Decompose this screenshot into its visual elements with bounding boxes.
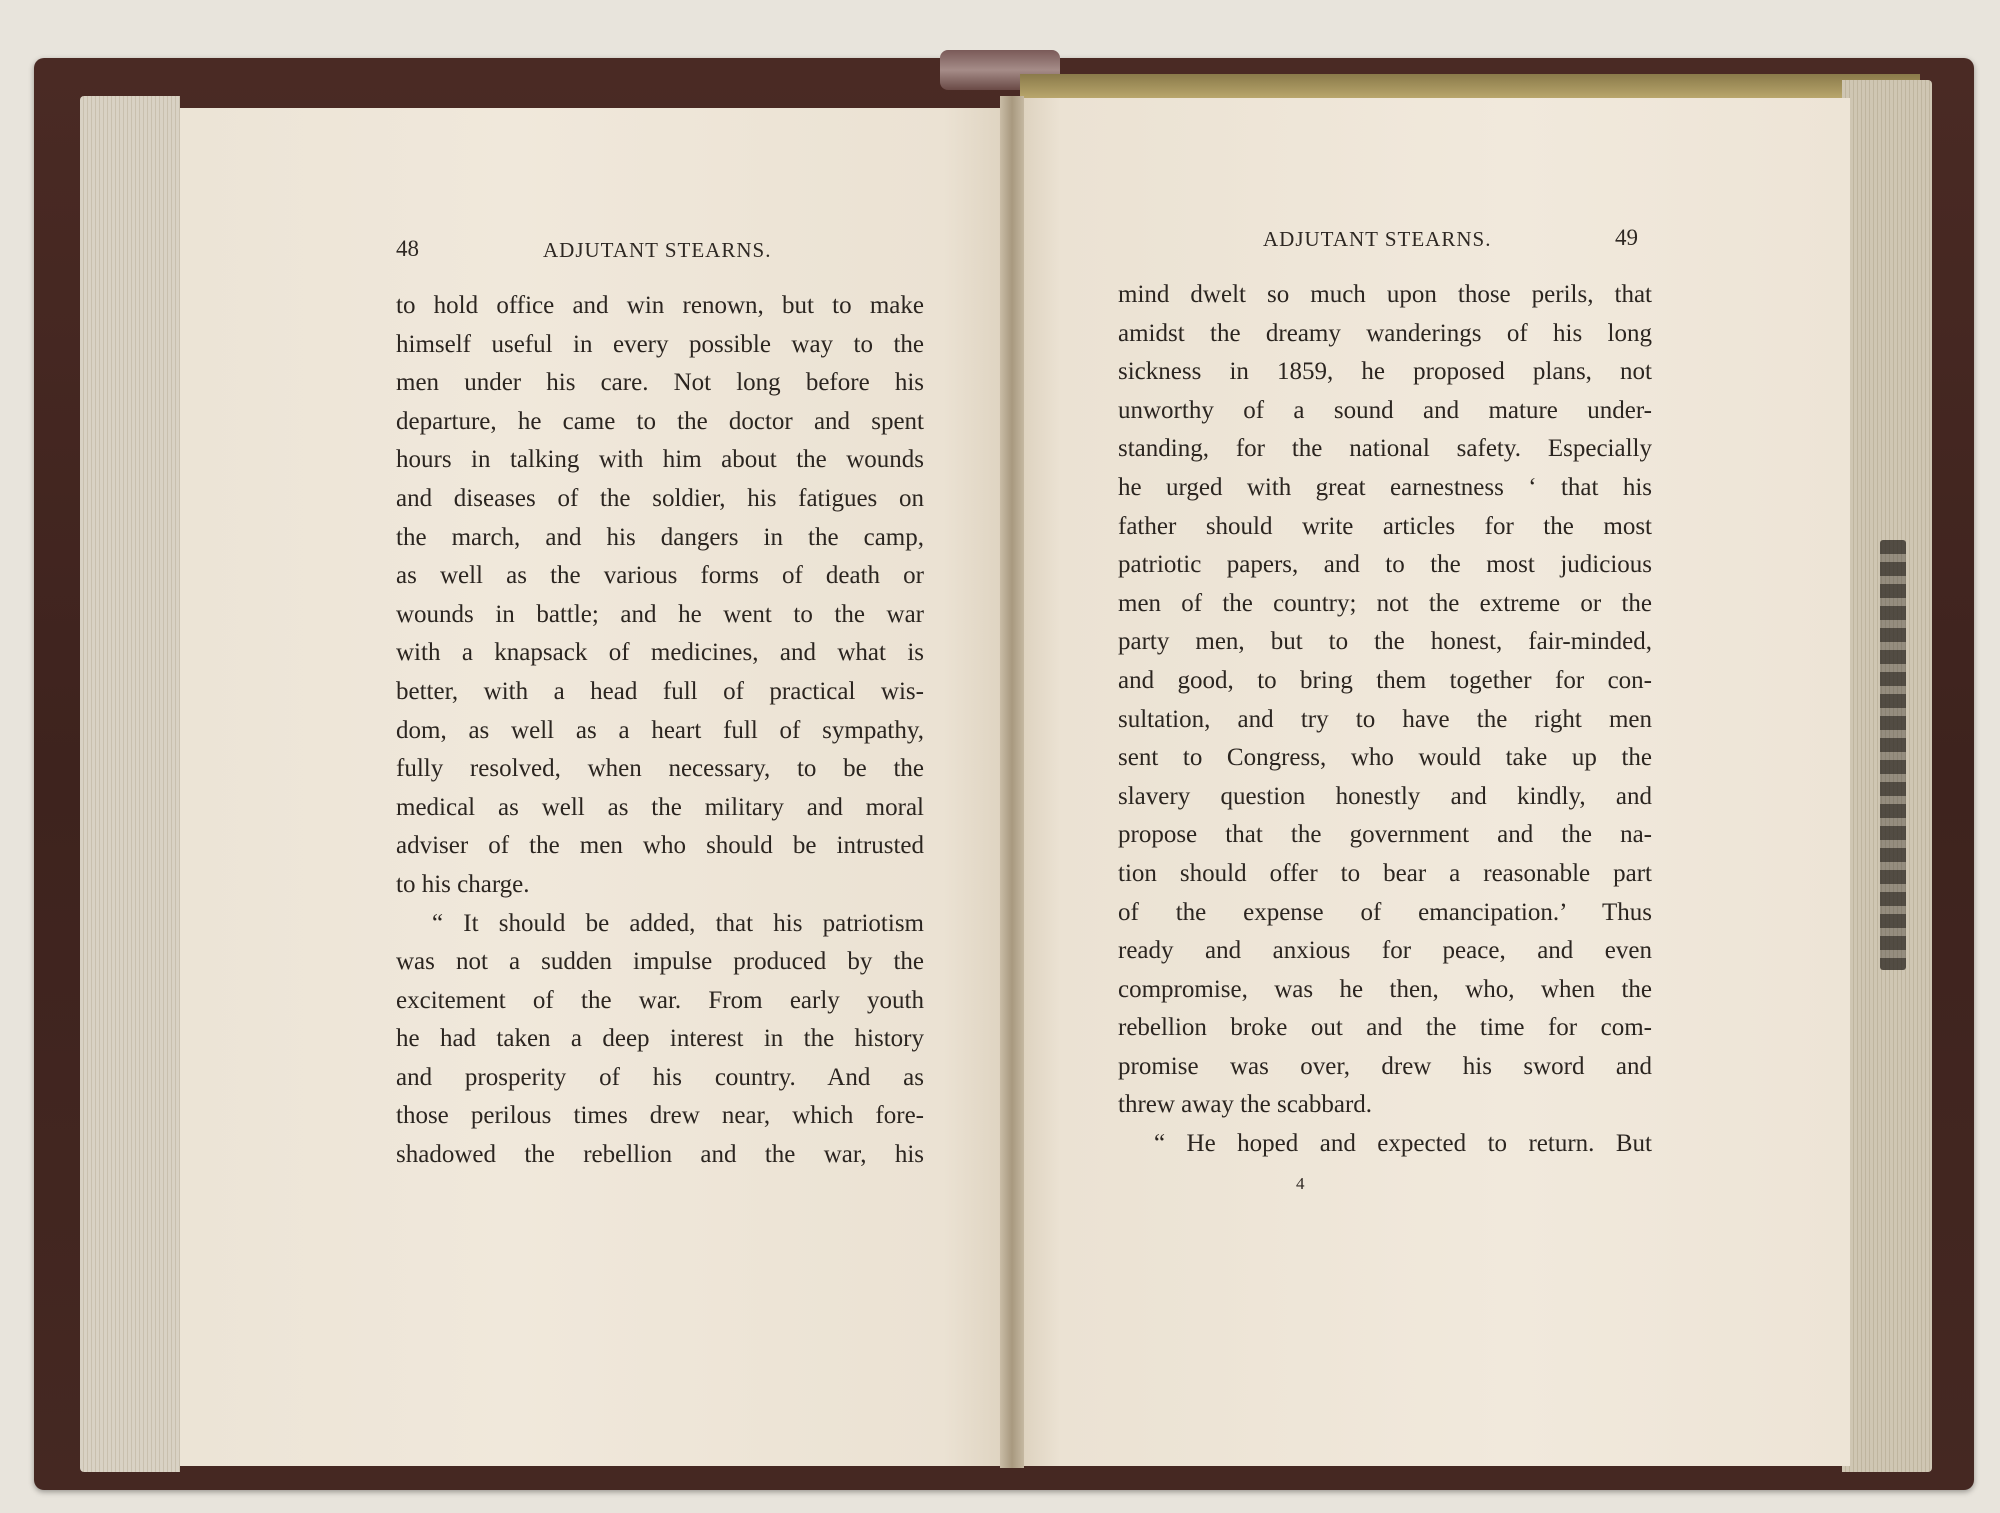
text-line: tion should offer to bear a reasonable part <box>1118 859 1652 887</box>
text-line: patriotic papers, and to the most judicious <box>1118 551 1652 579</box>
text-line: propose that the government and the na- <box>1118 821 1652 849</box>
text-line: promise was over, drew his sword and <box>1118 1052 1652 1080</box>
text-line: excitement of the war. From early youth <box>396 986 924 1014</box>
text-line: sickness in 1859, he proposed plans, not <box>1118 358 1652 386</box>
gilt-top-edge <box>1020 74 1920 98</box>
signature-mark: 4 <box>1296 1174 1305 1193</box>
text-line: medical as well as the military and moral <box>396 793 924 821</box>
text-line: threw away the scabbard. <box>1118 1091 1373 1119</box>
text-line: and prosperity of his country. And as <box>396 1063 924 1091</box>
text-line: rebellion broke out and the time for com- <box>1118 1014 1652 1042</box>
text-line: men of the country; not the extreme or the <box>1118 589 1652 617</box>
book-gutter <box>1000 96 1024 1468</box>
text-line: he had taken a deep interest in the history <box>396 1025 924 1053</box>
text-line: wounds in battle; and he went to the war <box>396 600 924 628</box>
text-line: fully resolved, when necessary, to be the <box>396 755 924 783</box>
text-line: those perilous times drew near, which fore- <box>396 1102 924 1130</box>
text-line: ready and anxious for peace, and even <box>1118 937 1652 965</box>
text-line: sent to Congress, who would take up the <box>1118 744 1652 772</box>
text-line: and good, to bring them together for con- <box>1118 666 1652 694</box>
left-running-head: ADJUTANT STEARNS. <box>543 238 772 262</box>
page-block-edge-left <box>80 96 180 1472</box>
text-line: to hold office and win renown, but to make <box>396 292 924 319</box>
right-running-head: ADJUTANT STEARNS. <box>1263 227 1492 251</box>
text-line: shadowed the rebellion and the war, his <box>396 1141 924 1169</box>
text-line: adviser of the men who should be intrusted <box>396 832 924 860</box>
text-line: slavery question honestly and kindly, and <box>1118 782 1652 810</box>
text-line: “ It should be added, that his patriotism <box>432 909 924 937</box>
text-line: departure, he came to the doctor and spent <box>396 407 924 435</box>
text-line: better, with a head full of practical wis- <box>396 677 924 705</box>
text-line: was not a sudden impulse produced by the <box>396 948 924 976</box>
text-line: to his charge. <box>396 870 530 898</box>
text-line: mind dwelt so much upon those perils, that <box>1118 281 1652 308</box>
text-line: unworthy of a sound and mature under- <box>1118 396 1652 424</box>
text-line: standing, for the national safety. Especially <box>1118 435 1652 463</box>
text-line: as well as the various forms of death or <box>396 562 924 590</box>
library-stamp-mark <box>1880 540 1906 970</box>
text-line: compromise, was he then, who, when the <box>1118 975 1652 1003</box>
text-line: men under his care. Not long before his <box>396 369 924 397</box>
text-line: hours in talking with him about the wounds <box>396 446 924 474</box>
text-line: the march, and his dangers in the camp, <box>396 523 924 551</box>
text-line: and diseases of the soldier, his fatigues on <box>396 484 924 512</box>
text-line: sultation, and try to have the right men <box>1118 705 1652 733</box>
right-page-number: 49 <box>1615 225 1638 250</box>
right-page-body <box>1118 276 1652 1164</box>
left-page-body <box>396 287 924 1175</box>
text-line: party men, but to the honest, fair-minded, <box>1118 628 1652 656</box>
text-line: father should write articles for the most <box>1118 512 1652 540</box>
left-page-number: 48 <box>396 236 419 261</box>
text-line: of the expense of emancipation.’ Thus <box>1118 898 1652 926</box>
text-line: with a knapsack of medicines, and what is <box>396 639 924 667</box>
text-line: amidst the dreamy wanderings of his long <box>1118 319 1652 347</box>
text-line: “ He hoped and expected to return. But <box>1154 1130 1652 1158</box>
text-line: he urged with great earnestness ‘ that his <box>1118 473 1652 501</box>
text-line: dom, as well as a heart full of sympathy, <box>396 716 924 744</box>
text-line: himself useful in every possible way to the <box>396 330 924 358</box>
